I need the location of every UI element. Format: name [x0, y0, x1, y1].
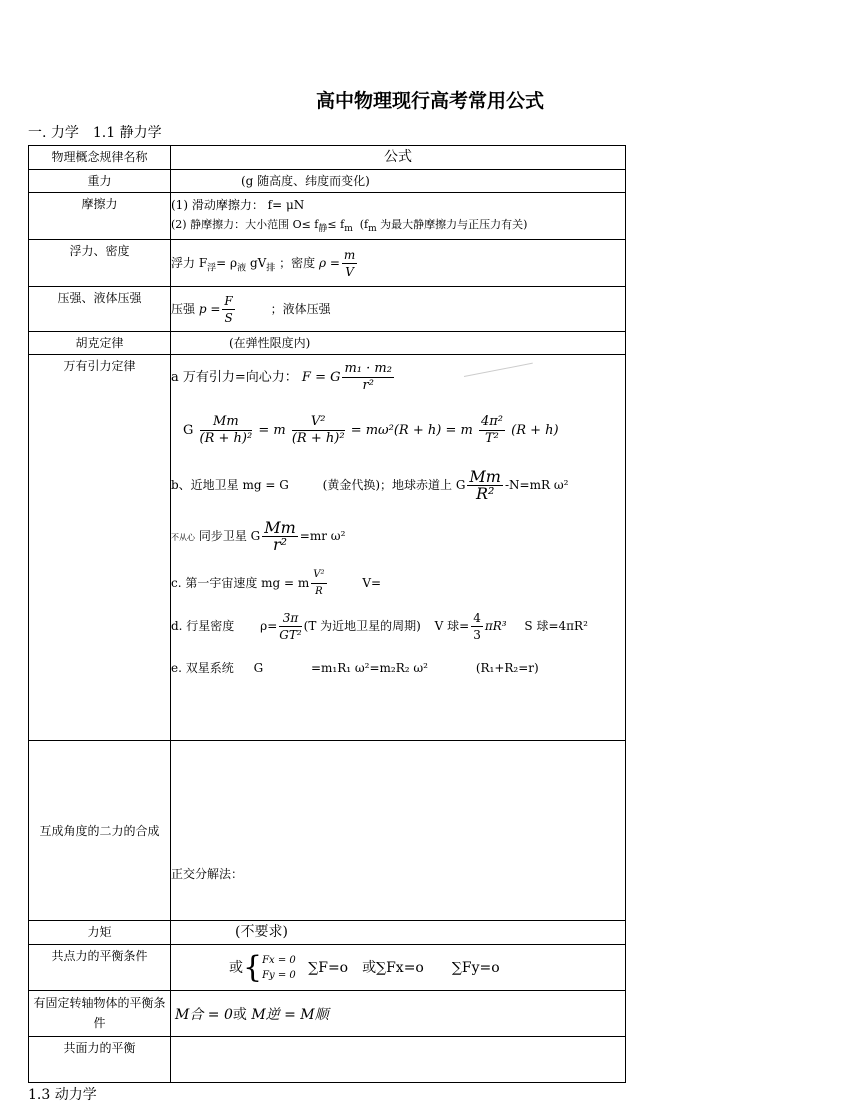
row-formula-composition: 正交分解法：	[171, 741, 626, 921]
axis-or: 或	[232, 1006, 247, 1023]
grav-g-num3: 4π²	[480, 414, 503, 430]
row-formula-friction	[171, 193, 626, 240]
buoyancy-sub-liquid: 液	[237, 263, 247, 274]
table-row-composition	[29, 741, 626, 921]
grav-d-den: GT²	[279, 628, 302, 643]
grav-d-note: (T 为近地卫星的周期)	[303, 619, 421, 634]
grav-b-fraction	[467, 469, 503, 502]
grav-d-v: V 球=	[434, 619, 470, 634]
friction-note-end: 为最大静摩擦力与正压力有关)	[376, 218, 528, 231]
density-symbol: ρ =	[318, 255, 340, 270]
header-name: 物理概念规律名称	[29, 146, 171, 170]
buoyancy-sep: ；密度	[279, 255, 316, 270]
friction-line2	[171, 215, 625, 239]
grav-sync-small: 不从心	[171, 533, 195, 543]
grav-d-rho: ρ=	[260, 619, 278, 634]
grav-sync-fraction	[262, 520, 298, 553]
buoyancy-eq: = ρ	[216, 255, 238, 270]
row-name-hooke: 胡克定律	[29, 332, 171, 355]
grav-c-fraction	[311, 567, 326, 600]
grav-c-tail: V=	[362, 576, 382, 591]
table-row-hooke	[29, 332, 626, 355]
friction-line1-formula: f= μN	[267, 198, 305, 212]
section-heading-statics: 一. 力学 1.1 静力学	[28, 125, 162, 141]
pressure-suffix: ；液体压强	[270, 301, 331, 316]
friction-line2-mid: ≤ f	[327, 218, 345, 231]
row-formula-buoyancy	[171, 240, 626, 287]
page-title: 高中物理现行高考常用公式	[315, 90, 544, 112]
gravitation-line-b	[171, 469, 625, 502]
grav-g-den1: (R + h)²	[199, 431, 253, 447]
grav-sync-tail: =mr ω²	[299, 529, 346, 544]
buoyancy-prefix: 浮力 F	[171, 255, 208, 270]
header-formula: 公式	[171, 146, 626, 170]
grav-d-s: S 球=4πR²	[524, 619, 588, 634]
grav-g-eq1: = m	[258, 423, 286, 439]
equilibrium-or: 或	[229, 959, 243, 976]
brace-icon: {	[243, 949, 263, 985]
grav-sync-prefix: 同步卫星 G	[198, 529, 261, 544]
row-formula-equilibrium	[171, 945, 626, 991]
density-fraction	[342, 247, 357, 280]
table-row-axis	[29, 991, 626, 1037]
grav-a-prefix: a 万有引力=向心力：	[171, 370, 298, 386]
gravitation-line-g	[183, 414, 625, 447]
pressure-symbol: p =	[198, 301, 221, 316]
formula-table	[28, 145, 626, 1083]
row-formula-axis	[171, 991, 626, 1037]
friction-line1	[171, 195, 625, 215]
grav-b-prefix: b、近地卫星 mg = G	[171, 478, 289, 493]
grav-b-mid: (黄金代换)；地球赤道上 G	[322, 478, 466, 493]
row-name-gravity: 重力	[29, 170, 171, 193]
grav-g-num1: Mm	[200, 414, 253, 431]
table-row-friction	[29, 193, 626, 240]
grav-e-prefix: e. 双星系统	[171, 661, 234, 676]
grav-g-eq2: = mω²(R + h) = m	[350, 423, 473, 439]
grav-g-lead: G	[183, 423, 194, 439]
grav-e-tail: (R₁+R₂=r)	[475, 661, 539, 676]
table-row-gravitation	[29, 355, 626, 741]
row-name-axis: 有固定转轴物体的平衡条件	[29, 991, 171, 1037]
equilibrium-stack	[262, 953, 296, 983]
friction-line2-prefix: (2) 静摩擦力：大小范围 O≤ f	[171, 218, 319, 231]
grav-d-prefix: d. 行星密度	[171, 619, 235, 634]
grav-a-lhs: F = G	[301, 370, 341, 386]
grav-c-prefix: c. 第一宇宙速度 mg = m	[171, 576, 310, 591]
grav-sync-num: Mm	[264, 518, 296, 538]
grav-g-frac3	[479, 414, 505, 447]
table-row-gravity	[29, 170, 626, 193]
row-name-coplanar: 共面力的平衡	[29, 1037, 171, 1083]
gravitation-line-d	[171, 610, 625, 643]
row-name-composition: 互成角度的二力的合成	[29, 741, 171, 921]
grav-d-vtail: πR³	[484, 619, 507, 634]
friction-note-sub: m	[368, 224, 377, 235]
row-name-pressure: 压强、液体压强	[29, 287, 171, 332]
row-formula-hooke: (在弹性限度内)	[171, 332, 626, 355]
table-row-coplanar	[29, 1037, 626, 1083]
row-name-gravitation: 万有引力定律	[29, 355, 171, 741]
grav-b-tail: -N=mR ω²	[504, 478, 569, 493]
gravitation-line-a	[171, 361, 625, 394]
grav-g-frac1	[200, 414, 253, 447]
pressure-num: F	[224, 293, 233, 308]
row-name-torque: 力矩	[29, 921, 171, 945]
pressure-fraction	[222, 293, 234, 326]
grav-d-vfraction	[471, 610, 483, 643]
grav-a-den: r²	[362, 378, 374, 394]
grav-d-fraction	[279, 610, 301, 643]
row-formula-gravity: (g 随高度、纬度而变化)	[171, 170, 626, 193]
axis-formula-a: M合 = 0	[175, 1006, 233, 1023]
row-name-buoyancy: 浮力、密度	[29, 240, 171, 287]
table-row-equilibrium	[29, 945, 626, 991]
row-formula-coplanar	[171, 1037, 626, 1083]
section-heading-dynamics: 1.3 动力学	[28, 1087, 97, 1103]
grav-sync-den: r²	[272, 535, 288, 555]
grav-b-num: Mm	[469, 467, 501, 487]
friction-line1-prefix: (1) 滑动摩擦力：	[171, 198, 264, 212]
grav-e-mid: =m₁R₁ ω²=m₂R₂ ω²	[310, 661, 428, 676]
grav-c-den: R	[315, 586, 323, 598]
equilibrium-fx: Fx = 0	[262, 954, 296, 966]
gravitation-line-sync	[171, 520, 625, 553]
friction-note: (f	[359, 218, 369, 231]
equilibrium-tail: ∑F=o 或∑Fx=o ∑Fy=o	[308, 959, 500, 976]
pressure-prefix: 压强	[171, 301, 196, 316]
grav-d-vnum: 4	[473, 611, 481, 626]
pressure-den: S	[224, 310, 233, 325]
buoyancy-sub-discharge: 排	[266, 263, 276, 274]
grav-a-fraction	[342, 361, 393, 394]
density-num: m	[343, 247, 356, 262]
gravitation-line-e	[171, 659, 625, 676]
equilibrium-fy: Fy = 0	[262, 969, 296, 981]
grav-e-g: G	[253, 661, 264, 676]
grav-c-num: V²	[311, 567, 326, 584]
buoyancy-gv: gV	[246, 255, 267, 270]
row-name-equilibrium: 共点力的平衡条件	[29, 945, 171, 991]
gravitation-line-c	[171, 567, 625, 600]
grav-g-den2: (R + h)²	[291, 431, 345, 447]
table-row-pressure	[29, 287, 626, 332]
density-den: V	[345, 264, 354, 279]
grav-g-frac2	[292, 414, 345, 447]
row-formula-torque: (不要求)	[171, 921, 626, 945]
grav-d-vden: 3	[473, 628, 481, 643]
table-header-row	[29, 146, 626, 170]
grav-a-num: m₁ · m₂	[344, 361, 392, 377]
grav-g-den3: T²	[485, 431, 499, 447]
buoyancy-sub-float: 浮	[207, 263, 217, 274]
friction-sub-static: 静	[318, 224, 328, 235]
grav-d-num: 3π	[279, 610, 301, 627]
row-formula-gravitation	[171, 355, 626, 741]
friction-sub-m: m	[344, 224, 353, 235]
table-row-buoyancy	[29, 240, 626, 287]
grav-g-num2: V²	[292, 414, 345, 431]
row-name-friction: 摩擦力	[29, 193, 171, 240]
table-row-torque	[29, 921, 626, 945]
axis-formula-b: M逆 = M顺	[251, 1006, 329, 1023]
grav-b-den: R²	[475, 484, 495, 504]
grav-g-tail: (R + h)	[511, 423, 559, 439]
row-formula-pressure	[171, 287, 626, 332]
